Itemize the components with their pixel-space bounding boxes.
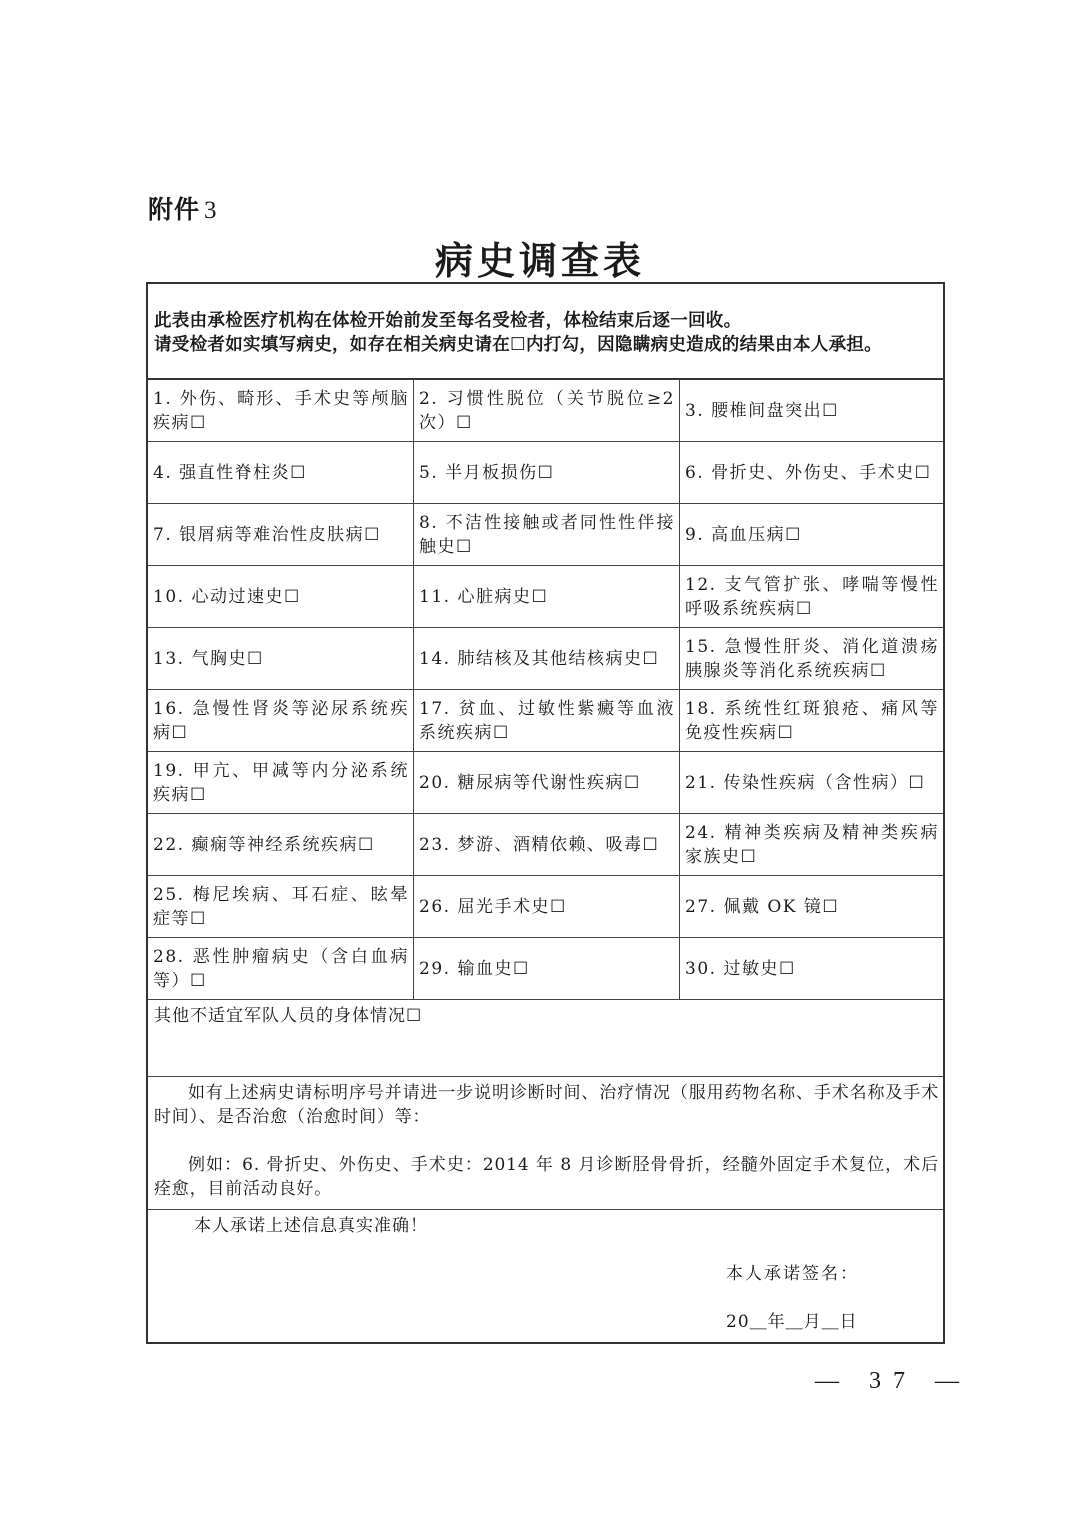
- history-item-19[interactable]: 19. 甲亢、甲减等内分泌系统疾病☐: [148, 752, 414, 814]
- history-item-2[interactable]: 2. 习惯性脱位（关节脱位≥2次）☐: [414, 380, 680, 442]
- history-item-17[interactable]: 17. 贫血、过敏性紫癜等血液系统疾病☐: [414, 690, 680, 752]
- history-item-7[interactable]: 7. 银屑病等难治性皮肤病☐: [148, 504, 414, 566]
- history-item-20[interactable]: 20. 糖尿病等代谢性疾病☐: [414, 752, 680, 814]
- history-item-24[interactable]: 24. 精神类疾病及精神类疾病家族史☐: [680, 814, 943, 876]
- attachment-number: 3: [204, 197, 218, 224]
- history-item-27[interactable]: 27. 佩戴 OK 镜☐: [680, 876, 943, 938]
- history-item-22[interactable]: 22. 癫痫等神经系统疾病☐: [148, 814, 414, 876]
- history-item-16[interactable]: 16. 急慢性肾炎等泌尿系统疾病☐: [148, 690, 414, 752]
- other-condition-label: 其他不适宜军队人员的身体情况☐: [154, 1006, 423, 1026]
- history-item-26[interactable]: 26. 屈光手术史☐: [414, 876, 680, 938]
- history-item-18[interactable]: 18. 系统性红斑狼疮、痛风等免疫性疾病☐: [680, 690, 943, 752]
- history-item-30[interactable]: 30. 过敏史☐: [680, 938, 943, 1000]
- history-item-28[interactable]: 28. 恶性肿瘤病史（含白血病等）☐: [148, 938, 414, 1000]
- history-item-21[interactable]: 21. 传染性疾病（含性病）☐: [680, 752, 943, 814]
- date-field[interactable]: 20＿年＿月＿日: [726, 1312, 858, 1332]
- history-item-6[interactable]: 6. 骨折史、外伤史、手术史☐: [680, 442, 943, 504]
- history-item-13[interactable]: 13. 气胸史☐: [148, 628, 414, 690]
- promise-section: [148, 1210, 943, 1344]
- history-item-29[interactable]: 29. 输血史☐: [414, 938, 680, 1000]
- history-item-23[interactable]: 23. 梦游、酒精依赖、吸毒☐: [414, 814, 680, 876]
- history-item-5[interactable]: 5. 半月板损伤☐: [414, 442, 680, 504]
- page-number: — 37 —: [815, 1368, 971, 1394]
- intro-line-2: 请受检者如实填写病史，如存在相关病史请在☐内打勾，因隐瞒病史造成的结果由本人承担。: [154, 335, 882, 355]
- history-item-25[interactable]: 25. 梅尼埃病、耳石症、眩晕症等☐: [148, 876, 414, 938]
- history-item-12[interactable]: 12. 支气管扩张、哮喘等慢性呼吸系统疾病☐: [680, 566, 943, 628]
- explanation-instruction: 如有上述病史请标明序号并请进一步说明诊断时间、治疗情况（服用药物名称、手术名称及手术时间）、是否治愈（治愈时间）等：: [154, 1083, 939, 1127]
- history-item-10[interactable]: 10. 心动过速史☐: [148, 566, 414, 628]
- history-item-9[interactable]: 9. 高血压病☐: [680, 504, 943, 566]
- intro-line-1: 此表由承检医疗机构在体检开始前发至每名受检者，体检结束后逐一回收。: [154, 311, 742, 331]
- attachment-label: [148, 190, 218, 226]
- form-intro: [148, 284, 943, 380]
- history-items-grid: [148, 380, 943, 1000]
- explanation-field[interactable]: [148, 1077, 943, 1210]
- explanation-example: 例如：6. 骨折史、外伤史、手术史：2014 年 8 月诊断胫骨骨折，经髓外固定手术复位，术后痊愈，目前活动良好。: [154, 1155, 939, 1199]
- history-item-15[interactable]: 15. 急慢性肝炎、消化道溃疡胰腺炎等消化系统疾病☐: [680, 628, 943, 690]
- history-item-3[interactable]: 3. 腰椎间盘突出☐: [680, 380, 943, 442]
- history-item-4[interactable]: 4. 强直性脊柱炎☐: [148, 442, 414, 504]
- medical-history-form: [146, 282, 945, 1344]
- history-item-11[interactable]: 11. 心脏病史☐: [414, 566, 680, 628]
- history-item-14[interactable]: 14. 肺结核及其他结核病史☐: [414, 628, 680, 690]
- promise-statement: 本人承诺上述信息真实准确！: [194, 1216, 428, 1236]
- form-title: 病史调查表: [434, 239, 645, 283]
- history-item-1[interactable]: 1. 外伤、畸形、手术史等颅脑疾病☐: [148, 380, 414, 442]
- attachment-label-text: 附件: [148, 195, 201, 224]
- signature-field[interactable]: 本人承诺签名：: [726, 1264, 859, 1284]
- history-item-8[interactable]: 8. 不洁性接触或者同性性伴接触史☐: [414, 504, 680, 566]
- other-condition-field[interactable]: [148, 1000, 943, 1077]
